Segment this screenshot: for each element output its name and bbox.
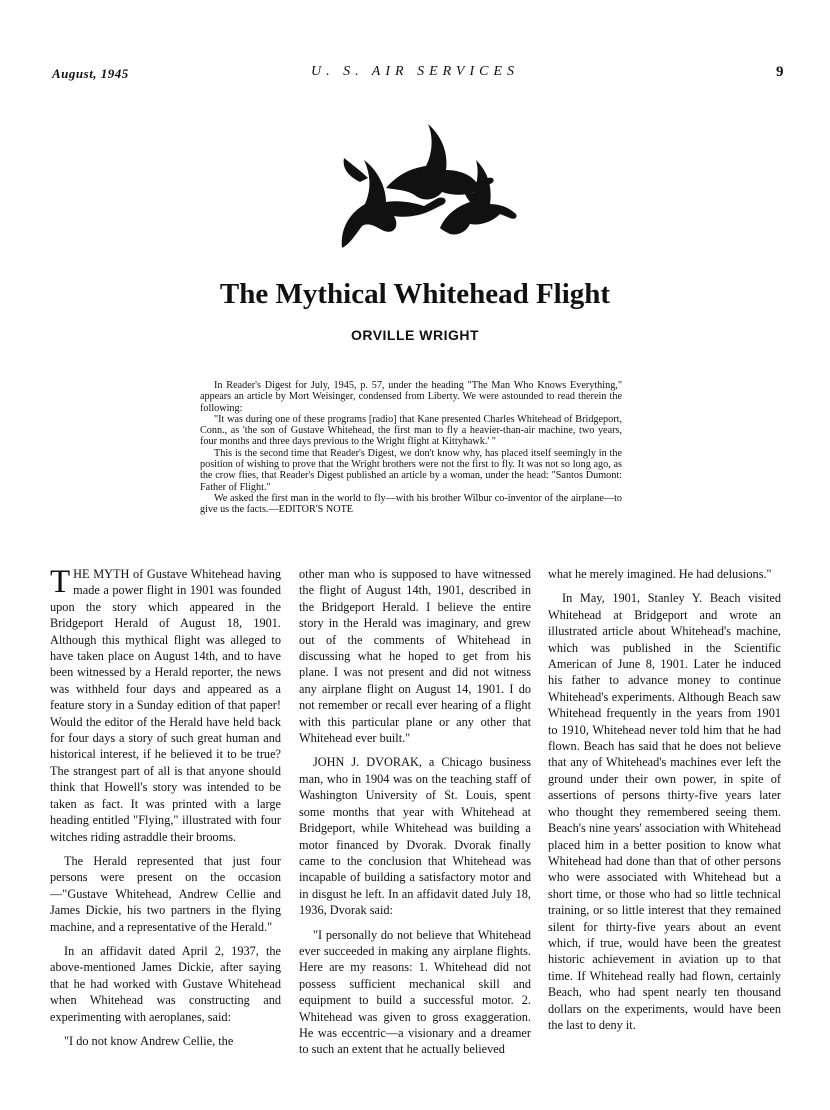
body-paragraph: "I do not know Andrew Cellie, the <box>64 1033 234 1048</box>
editor-note <box>200 380 622 516</box>
body-paragraph: In an affidavit dated April 2, 1937, the above-mentioned James Dickie, after saying that he had worked with Gustave Whitehead when Whitehead was constructing and experimenting with aeroplanes, said: <box>50 943 281 1024</box>
article-title: The Mythical Whitehead Flight <box>219 278 611 310</box>
lead-in: HE MYTH <box>73 567 130 581</box>
body-column-2 <box>299 566 531 1066</box>
issue-date: August, 1945 <box>52 66 129 81</box>
body-column-3 <box>548 566 781 1041</box>
editor-note-paragraph: This is the second time that Reader's Digest, we don't know why, has placed itself seemingly in the position of wishing to prove that the Wright brothers were not the first to fly. It was not so long ago, as the crow flies, that Reader's Digest published an article by a woman, under the head: "Santos Dumont: Father of Flight." <box>200 447 622 493</box>
body-paragraph: In May, 1901, Stanley Y. Beach visited Whitehead at Bridgeport and wrote an illustrated article about Whitehead's machine, which was published in the Scientific American of June 8, 1901. Later he induced his father to advance money to continue Whitehead's experiments. Although Beach saw Whitehead frequently in the years from 1901 to 1910, Whitehead never told him that he had flown. Beach has said that he does not believe that any of Whitehead's machines ever left the ground under their own power, in spite of assertions of persons thirty-five years later who thought they remembered seeing them. Beach's nine years' association with Whitehead placed him in a better position to know what Whitehead had done than that of other persons who were associated with Whitehead but a short time, or those who had so little technical training, or so little interest that they remained silent for thirty-five years about an event which, if true, would have been the greatest historic achievement in aviation up to that time. If Whitehead really had flown, certainly Beach, who had spent nearly ten thousand dollars on the experiments, would have been the last to deny it. <box>548 591 781 1032</box>
body-paragraph: JOHN J. DVORAK, a Chicago business man, who in 1904 was on the teaching staff of Washington University of St. Louis, spent some months that year with Whitehead at Bridgeport, while Whitehead was building a motor financed by Dvorak. Dvorak finally came to the conclusion that Whitehead was incapable of building a satisfactory motor and in disgust he left. In an affidavit dated July 18, 1936, Dvorak said: <box>299 755 531 918</box>
page-number: 9 <box>776 64 784 80</box>
body-text: of Gustave Whitehead having made a power flight in 1901 was founded upon the story which appeared in the Bridgeport Herald of August 18, 1901. Although this mythical flight was alleged to have taken place on August 14th, and to have been witnessed by a Herald reporter, the news was withheld four days and appeared as a feature story in a Sunday edition of that paper! Would the editor of the Herald have held back for four days a story of such great human and historical interest, if he believed it to be true? The strangest part of all is that anyone should think that Howell's story was intended to be taken as fact. It was printed with a large heading entitled "Flying," illustrated with four witches riding astraddle their brooms. <box>50 567 281 844</box>
body-paragraph: what he merely imagined. He had delusions." <box>548 567 772 581</box>
body-paragraph: The Herald represented that just four persons were present on the occasion—"Gustave Whitehead, Andrew Cellie and James Dickie, his two partners in the flying machine, and a representative of the Herald." <box>50 853 281 934</box>
author-byline: ORVILLE WRIGHT <box>350 327 480 343</box>
editor-note-paragraph: In Reader's Digest for July, 1945, p. 57, under the heading "The Man Who Knows Everything," appears an article by Mort Weisinger, condensed from Liberty. We were astounded to read therein the following: <box>200 380 622 414</box>
drop-cap: T <box>50 564 71 600</box>
body-column-1 <box>50 566 281 1057</box>
editor-note-quote: "It was during one of these programs [radio] that Kane presented Charles Whitehead of Bridgeport, Conn., as 'the son of Gustave Whitehead, the first man to fly a heavier-than-air machine, two years, four months and three days previous to the Wright flight at Kittyhawk.' " <box>200 413 622 448</box>
publication-name: U. S. AIR SERVICES <box>310 64 520 79</box>
body-paragraph <box>50 566 281 845</box>
flying-geese-silhouette-icon <box>320 118 520 253</box>
body-paragraph: "I personally do not believe that Whitehead ever succeeded in making any airplane flights. Here are my reasons: 1. Whitehead did not possess sufficient mechanical skill and equipment to build a successful motor. 2. Whitehead was given to gross exaggeration. He was eccentric—a visionary and a dreamer to such an extent that he actually believed <box>299 927 531 1057</box>
editor-note-paragraph: We asked the first man in the world to fly—with his brother Wilbur co-inventor of the airplane—to give us the facts.—EDITOR'S NOTE <box>200 492 622 516</box>
body-paragraph: other man who is supposed to have witnessed the flight of August 14th, 1901, described in the Bridgeport Herald. I believe the entire story in the Herald was imaginary, and grew out of the comments of Whitehead in discussing what he hoped to get from his plane. I was not present and did not witness any airplane flight on August 14, 1901. I do not remember or recall ever hearing of a flight with this particular plane or any other that Whitehead ever built." <box>299 567 531 746</box>
